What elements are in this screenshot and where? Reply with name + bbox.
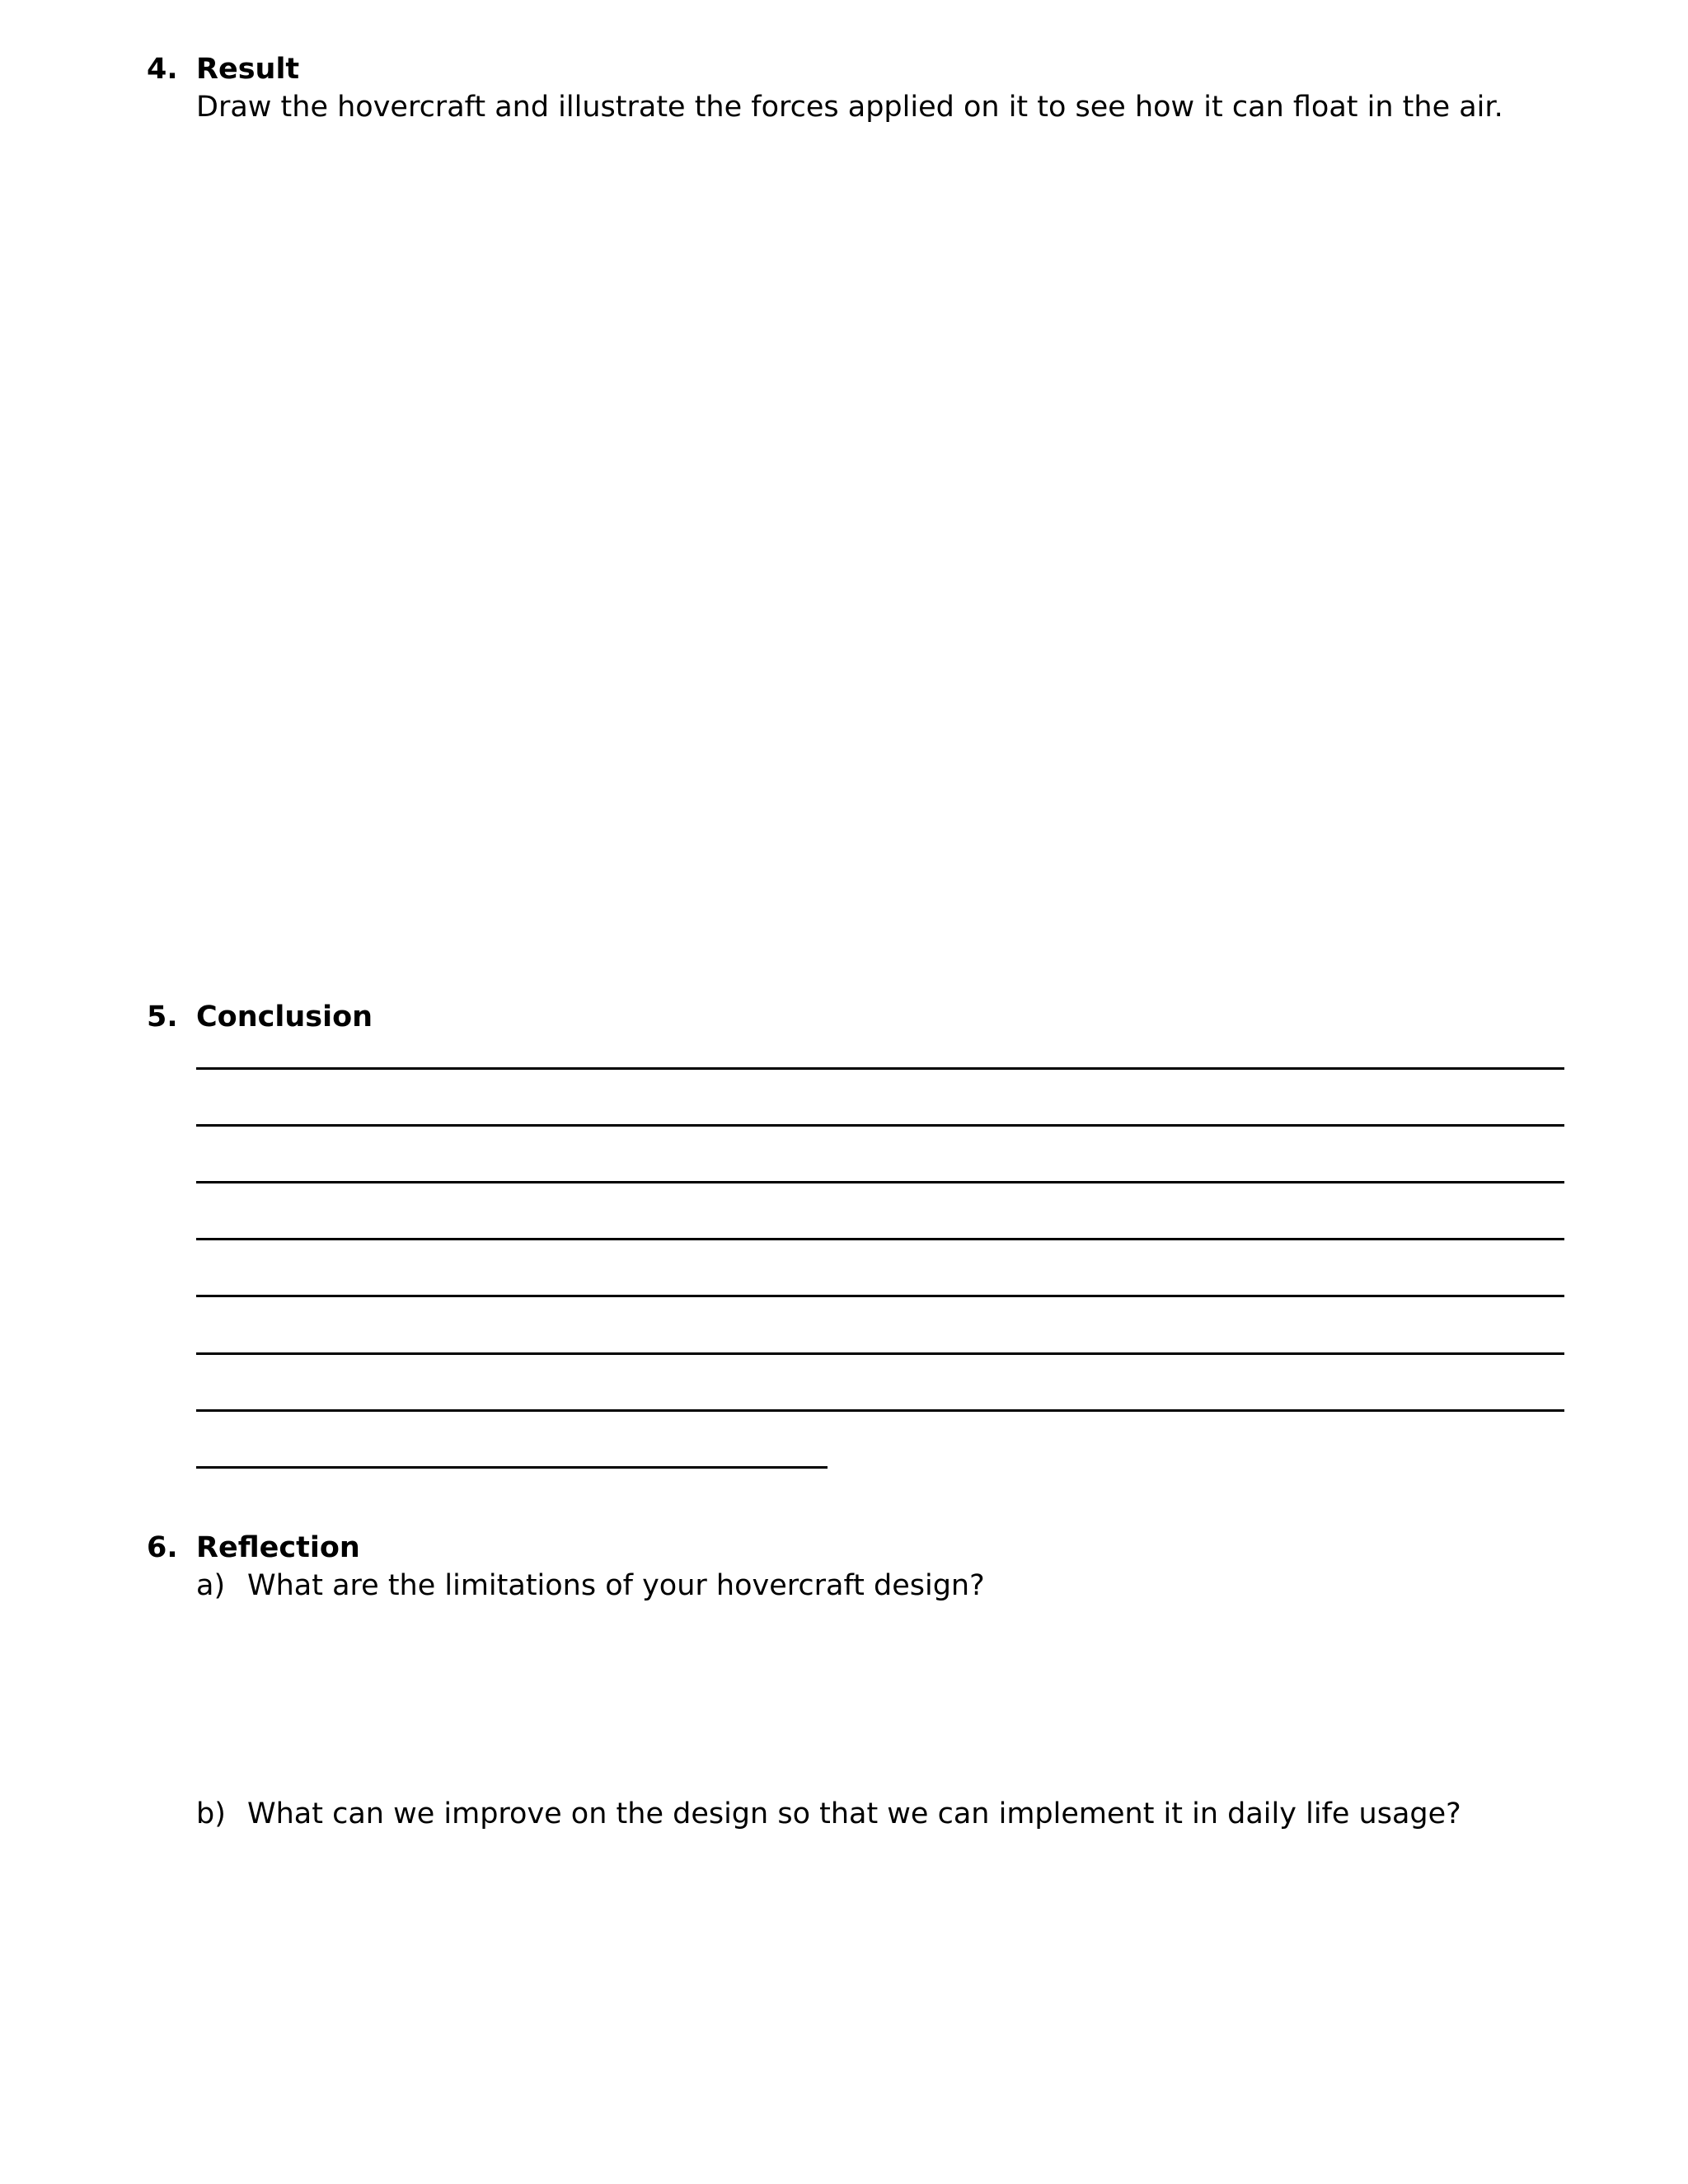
question-b-text: What can we improve on the design so that we can implement it in daily life usage? bbox=[247, 1797, 1461, 1830]
conclusion-writing-line[interactable] bbox=[196, 1181, 1564, 1183]
answer-area-b[interactable] bbox=[196, 1846, 1564, 2143]
section-number-reflection: 6. bbox=[147, 1531, 178, 1564]
section-number-conclusion: 5. bbox=[147, 1001, 178, 1033]
answer-area-a[interactable] bbox=[196, 1615, 1564, 1797]
conclusion-writing-line-short[interactable] bbox=[196, 1466, 828, 1469]
section-title-result: Result bbox=[196, 53, 300, 86]
conclusion-writing-line[interactable] bbox=[196, 1067, 1564, 1070]
section-title-conclusion: Conclusion bbox=[196, 1001, 373, 1033]
section-title-reflection: Reflection bbox=[196, 1531, 360, 1564]
question-b-label: b) bbox=[196, 1797, 226, 1830]
result-instruction: Draw the hovercraft and illustrate the forces applied on it to see how it can float in the air. bbox=[196, 91, 1503, 124]
section-number-result: 4. bbox=[147, 53, 178, 86]
conclusion-writing-line[interactable] bbox=[196, 1238, 1564, 1240]
conclusion-writing-line[interactable] bbox=[196, 1409, 1564, 1412]
question-a-text: What are the limitations of your hovercraft design? bbox=[247, 1569, 985, 1602]
conclusion-writing-line[interactable] bbox=[196, 1124, 1564, 1127]
conclusion-writing-line[interactable] bbox=[196, 1295, 1564, 1297]
conclusion-writing-line[interactable] bbox=[196, 1352, 1564, 1355]
drawing-area[interactable] bbox=[196, 140, 1564, 964]
question-a-label: a) bbox=[196, 1569, 226, 1602]
